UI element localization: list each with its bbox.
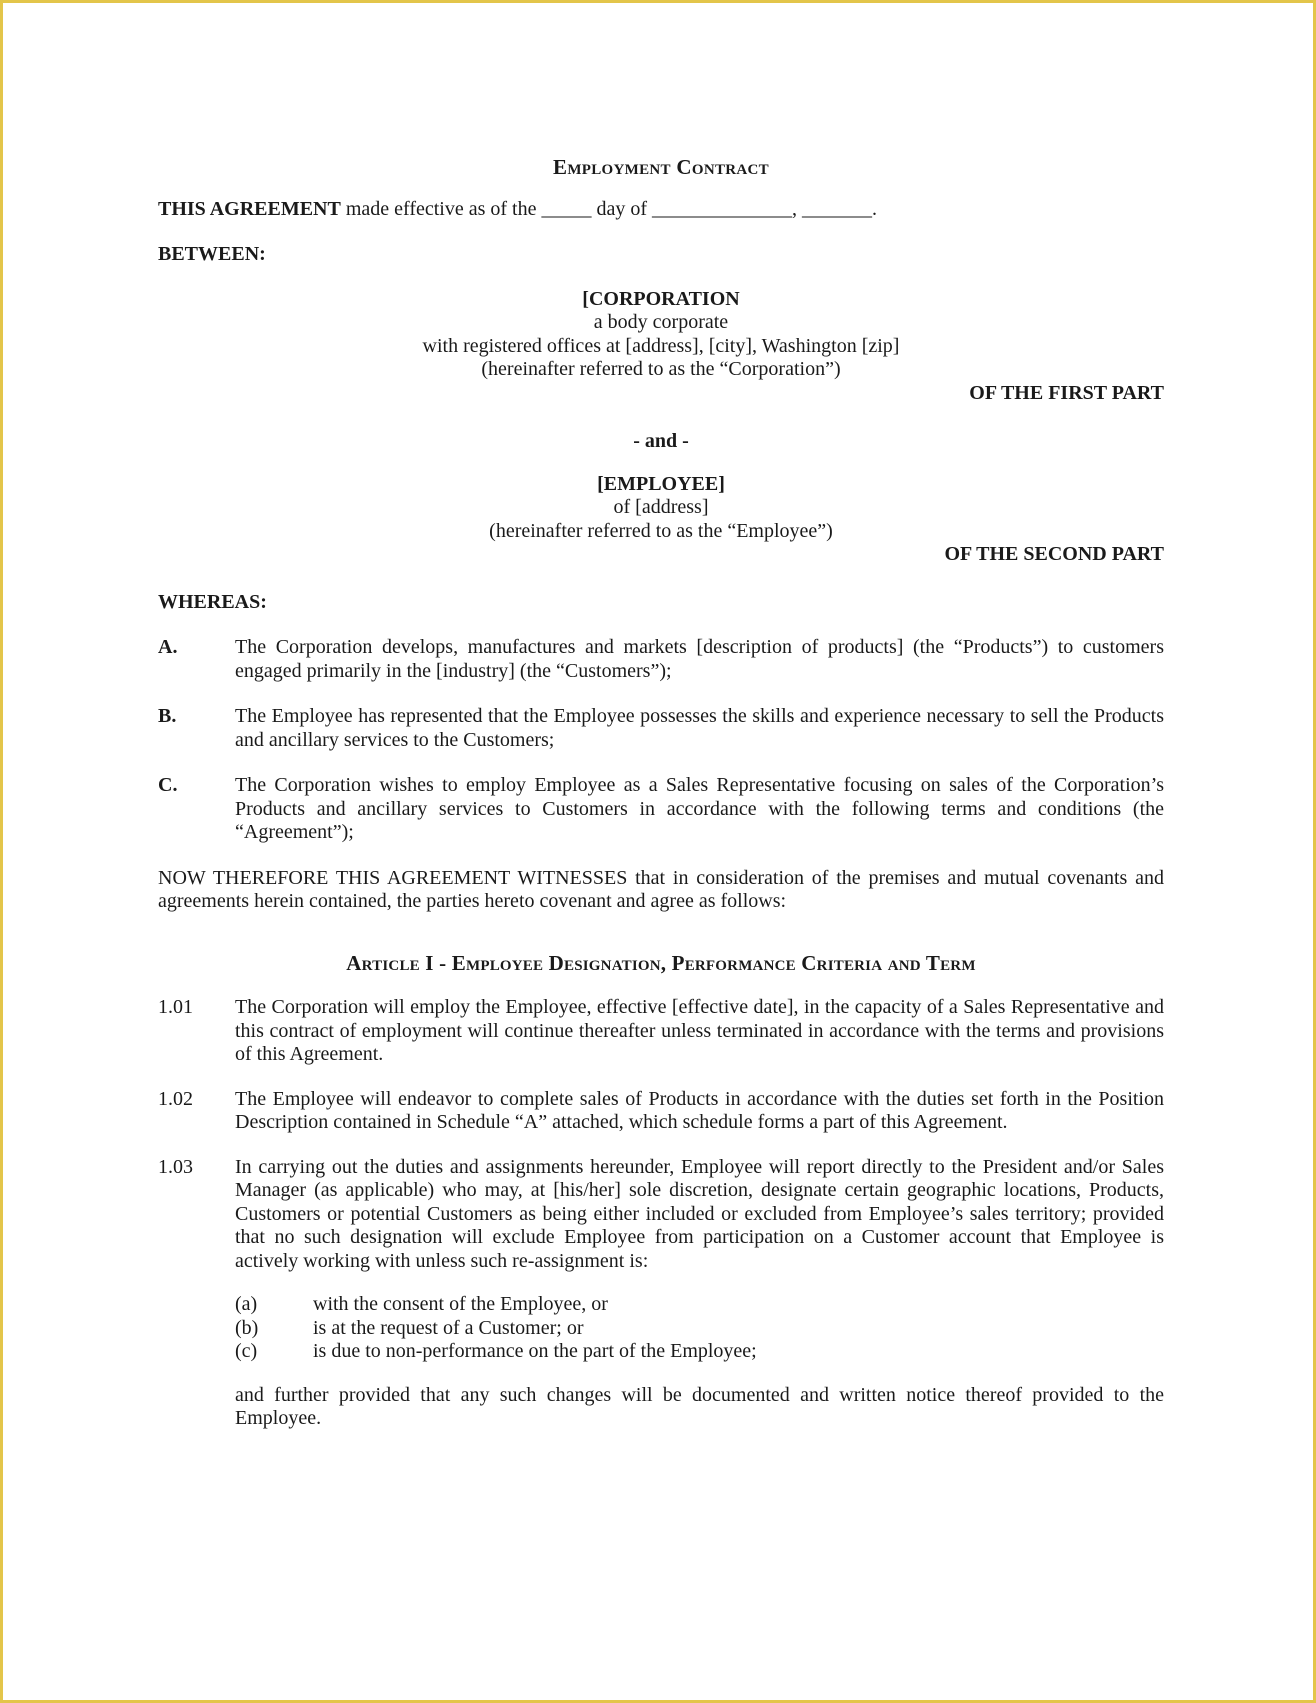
sub-item [235,1317,1164,1341]
clause-item [158,1088,1164,1135]
and-separator: - and - [633,430,689,452]
clause-text: In carrying out the duties and assignments hereunder, Employee will report directly to the President and/or Sales Manager (as applicable) who may, at [his/her] sole discretion, designate certain geographic locations, Products, Customers or potential Customers as being either included or excluded from Employee’s sales territory; provided that no such designation will exclude Employee from participation on a Customer account that Employee is actively working with unless such re-assignment is: [235,1155,1164,1272]
recital-label: B. [158,705,177,727]
sub-item-text: is at the request of a Customer; or [313,1316,584,1339]
agreement-intro-text: made effective as of the _____ day of ______________, _______. [340,197,878,220]
recital-text: The Corporation wishes to employ Employee as a Sales Representative focusing on sales of the Corporation’s Products and ancillary services to Customers in accordance with the following terms and conditions (the “Agreement”); [235,774,1164,843]
clause-item [158,996,1164,1067]
clause-text: The Employee will endeavor to complete sales of Products in accordance with the duties set forth in the Position Description contained in Schedule “A” attached, which schedule forms a part of this Agreement. [235,1087,1164,1133]
recital-label: A. [158,636,178,658]
document-title: Employment Contract [553,155,769,179]
between-heading: BETWEEN: [158,243,266,265]
recital-text: The Employee has represented that the Employee possesses the skills and experience necessary to sell the Products and ancillary services to the Customers; [235,705,1164,751]
article-heading: Article I - Employee Designation, Performance Criteria and Term [346,950,976,975]
sub-item-list [235,1293,1164,1364]
recital-item [158,774,1164,845]
sub-item [235,1340,1164,1364]
clause-number: 1.03 [158,1155,193,1178]
now-therefore-paragraph: NOW THEREFORE THIS AGREEMENT WITNESSES that in consideration of the premises and mutual covenants and agreements herein contained, the parties hereto covenant and agree as follows: [158,866,1164,912]
document-content [158,156,1164,1451]
second-party-block [158,473,1164,544]
sub-item-label: (c) [235,1340,258,1362]
first-party-line-2: with registered offices at [address], [city], Washington [zip] [422,334,900,357]
recital-item [158,636,1164,683]
sub-item-text: with the consent of the Employee, or [313,1293,608,1315]
first-part-label: OF THE FIRST PART [969,381,1164,404]
recital-text: The Corporation develops, manufactures and markets [description of products] (the “Products”) to customers engaged primarily in the [industry] (the “Customers”); [235,636,1164,682]
first-party-name: [CORPORATION [582,287,740,310]
sub-item-label: (b) [235,1316,259,1339]
first-party-line-1: a body corporate [593,311,729,333]
second-party-name: [EMPLOYEE] [597,472,725,495]
sub-item-text: is due to non-performance on the part of the Employee; [313,1340,757,1362]
recital-label: C. [158,774,178,796]
first-party-block [158,288,1164,382]
clause-number: 1.02 [158,1087,193,1110]
second-party-line-1: of [address] [613,496,709,518]
clause-number: 1.01 [158,996,193,1018]
clause-item [158,1156,1164,1274]
whereas-heading: WHEREAS: [158,590,267,613]
clause-text: The Corporation will employ the Employee, effective [effective date], in the capacity of a Sales Representative and this contract of employment will continue thereafter unless terminated in accordance with the terms and provisions of this Agreement. [235,996,1164,1065]
second-party-line-2: (hereinafter referred to as the “Employee”) [489,519,833,542]
agreement-intro [158,198,1164,222]
agreement-intro-lead: THIS AGREEMENT [158,197,341,220]
sub-item-label: (a) [235,1293,258,1315]
recital-item [158,705,1164,752]
first-party-line-3: (hereinafter referred to as the “Corporation”) [481,358,841,380]
further-provided-paragraph: and further provided that any such changes will be documented and written notice thereof provided to the Employee. [235,1383,1164,1429]
sub-item [235,1293,1164,1317]
second-part-label: OF THE SECOND PART [944,543,1164,565]
